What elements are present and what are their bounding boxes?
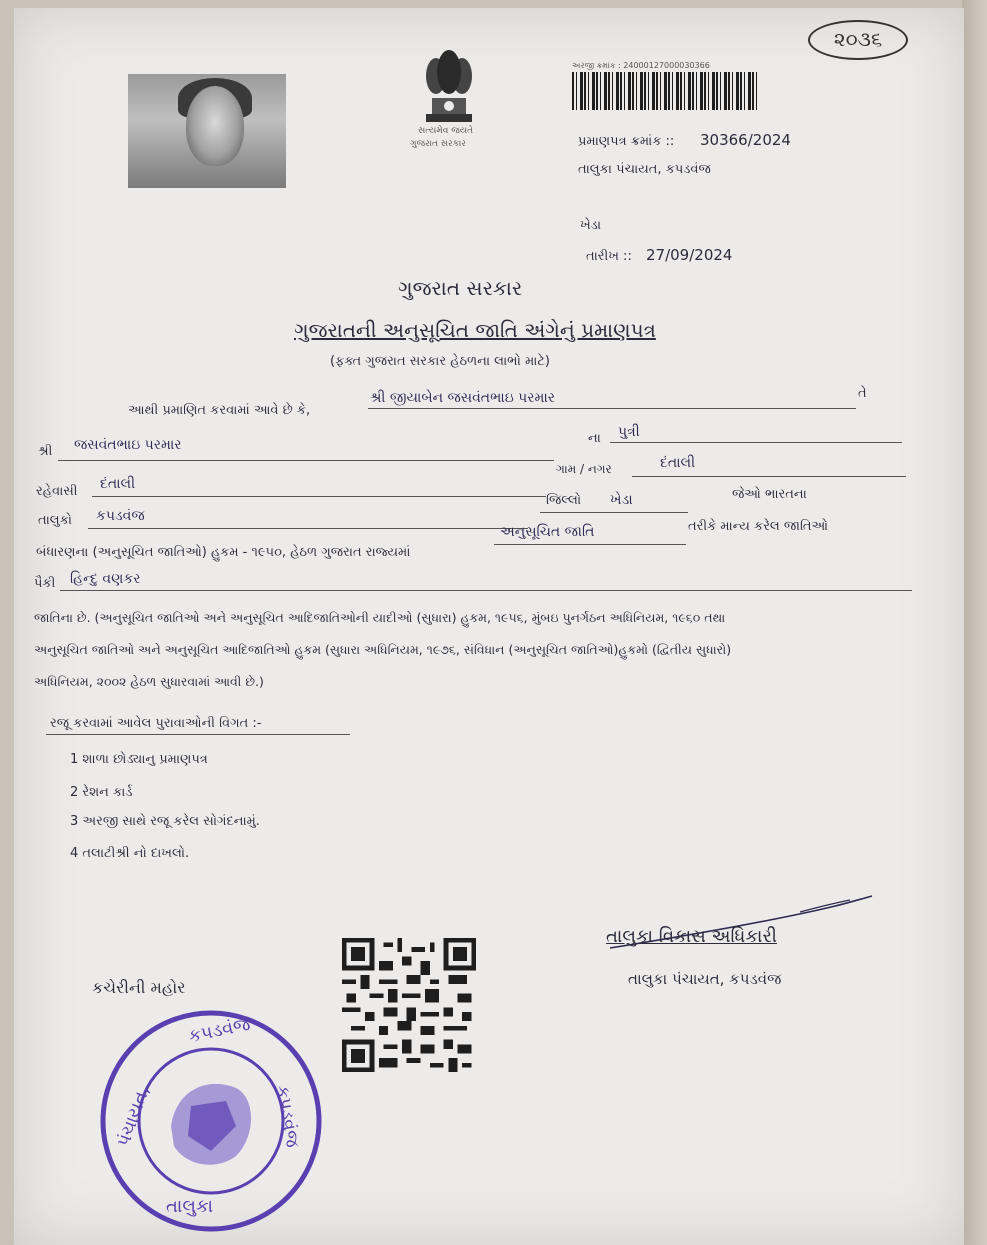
paragraph-line-3: અધિનિયમ, ૨૦૦૨ હેઠળ સુધારવામાં આવી છે.) [34,674,264,689]
taluka-underline [88,528,528,529]
certificate-subtitle: (ફક્ત ગુજરાત સરકાર હેઠળના લાભો માટે) [330,354,550,369]
evidence-item-3: 3 અરજી સાથે રજૂ કરેલ સોગંદનામું. [70,814,260,829]
certificate-title: ગુજરાતની અનુસૂચિત જાતિ અંગેનું પ્રમાણપત્ર [294,318,656,342]
qr-code [342,938,476,1072]
na-label: ના [588,431,601,446]
stamp-text-right: કપડવંજ [271,1083,304,1150]
officer-designation: તાલુકા વિકાસ અધિકારી [606,926,777,947]
evidence-heading: રજૂ કરવામાં આવેલ પુરાવાઓની વિગત :- [50,716,262,731]
date-label: તારીખ :: [586,249,632,264]
resident-underline [92,496,546,497]
taluka-value: કપડવંજ [96,508,145,524]
village-label: ગામ / નગર [556,462,612,476]
resident-label: રહેવાસી [36,484,78,499]
among-label: પૈકી [34,576,56,591]
evidence-heading-underline [46,734,350,735]
relation: પુત્રી [618,424,640,440]
te-text: તે [858,386,867,401]
name-underline [368,408,856,409]
district-label: જિલ્લો [546,493,582,508]
village-value: દંતાલી [660,455,696,471]
certificate-number: 30366/2024 [700,131,791,149]
taluka-label: તાલુકો [38,513,73,528]
seal-label: કચેરીની મહોર [92,978,186,997]
application-number: અરજી ક્રમાંક : 24000127000030366 [572,61,710,70]
father-underline [58,460,554,461]
applicant-name: શ્રી જીયાબેન જસવંતભાઇ પરમાર [370,390,556,406]
photo-face [186,86,244,166]
district-value: ખેડા [610,492,633,508]
district-underline [540,512,688,513]
village-underline [632,476,906,477]
paragraph-line-1: જાતિના છે. (અનુસૂચિત જાતિઓ અને અનુસૂચિત આદિજાતિઓની યાદીઓ (સુધારા) હુકમ, ૧૯૫૬, મુંબઇ પુનર્ગઠન અધિનિયમ, ૧૯૬૦ તથા [34,610,726,625]
barcode [572,72,760,110]
who-india-text: જેઓ ભારતના [732,487,807,502]
issuing-office: તાલુકા પંચાયત, કપડવંજ [578,162,711,177]
stamp-text-left: પંચાયત, [112,1083,155,1150]
applicant-photo [128,74,286,188]
category-value: અનુસૂચિત જાતિ [500,524,595,540]
resident-value: દંતાલી [100,476,136,492]
district-name: ખેડા [580,218,602,233]
handwritten-circled-number: ૨૦૩૬ [808,20,908,60]
constitution-text: બંધારણના (અનુસૂચિત જાતિઓ) હુકમ - ૧૯૫૦, હેઠળ ગુજરાત રાજ્યમાં [36,545,411,560]
certificate-number-label: પ્રમાણપત્ર ક્રમાંક :: [578,134,675,149]
issue-date: 27/09/2024 [646,246,733,264]
background-edge [962,0,987,1245]
signature-stroke [600,890,880,960]
paragraph-line-2: અનુસૂચિત જાતિઓ અને અનુસૂચિત આદિજાતિઓ હુકમ (સુધારા અધિનિયમ, ૧૯૭૬, સંવિધાન (અનુસૂચિત જાતિઓ)હુકમો (દ્વિતીય સુધારો) [34,642,732,657]
caste-value: હિન્દુ વણકર [70,571,141,587]
shri-label: શ્રી [38,444,53,459]
emblem-caption-gov: ગુજરાત સરકાર [410,139,466,149]
government-title: ગુજરાત સરકાર [398,276,523,300]
evidence-item-4: 4 તલાટીશ્રી નો દાખલો. [70,846,190,861]
evidence-item-2: 2 રેશન કાર્ડ [70,785,133,800]
father-name: જસવંતભાઇ પરમાર [74,437,182,453]
relation-underline [610,442,902,443]
recognized-text: તરીકે માન્ય કરેલ જાતિઓ [688,519,829,534]
category-underline [494,544,686,545]
stamp-text-top: કપડવંજ [186,1013,253,1048]
emblem-caption-motto: સત્યમેવ જયતે [418,126,474,136]
caste-underline [60,590,912,591]
evidence-item-1: 1 શાળા છોડ્યાનુ પ્રમાણપત્ર [70,752,208,767]
certify-label: આથી પ્રમાણિત કરવામાં આવે છે કે, [128,403,311,418]
stamp-text-bottom: તાલુકા [166,1196,214,1217]
officer-office: તાલુકા પંચાયત, કપડવંજ [628,970,782,988]
office-stamp [96,1006,326,1236]
